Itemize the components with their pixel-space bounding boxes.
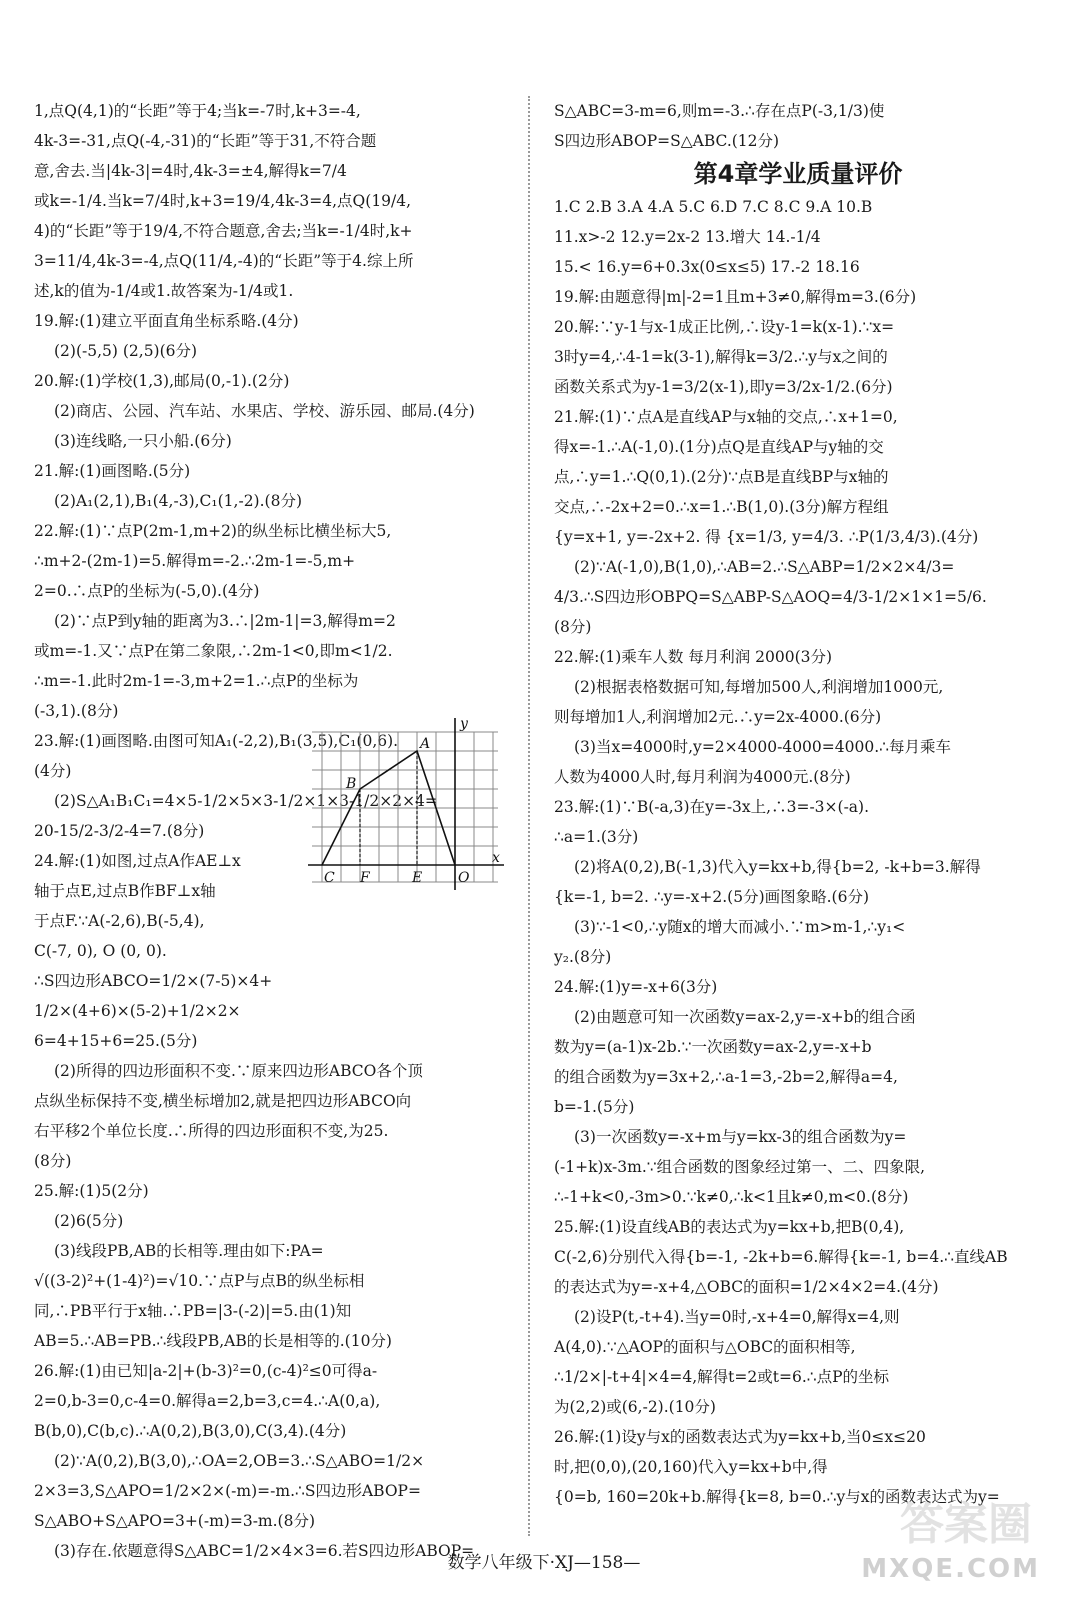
- page-footer: 数学八年级下·XJ—158—: [447, 1553, 641, 1573]
- answer-line: 交点,∴-2x+2=0.∴x=1.∴B(1,0).(3分)解方程组: [554, 498, 889, 516]
- answer-line: S四边形ABOP=S△ABC.(12分): [554, 132, 780, 150]
- answer-line: 函数关系式为y-1=3/2(x-1),即y=3/2x-1/2.(6分): [554, 378, 893, 396]
- answer-line: 的组合函数为y=3x+2,∴a-1=3,-2b=2,解得a=4,: [554, 1068, 898, 1086]
- answer-line: (3)连线略,一只小船.(6分): [54, 432, 232, 450]
- answer-line: ∴S四边形ABCO=1/2×(7-5)×4+: [34, 972, 273, 990]
- answer-line: y₂.(8分): [554, 948, 612, 966]
- answer-line: 19.解:(1)建立平面直角坐标系略.(4分): [34, 312, 299, 330]
- answer-line: √((3-2)²+(1-4)²)=√10.∵点P与点B的纵坐标相: [34, 1272, 365, 1290]
- answer-line: (4分): [34, 762, 72, 780]
- answer-line: (2)(-5,5) (2,5)(6分): [54, 342, 198, 360]
- answer-line: 3=11/4,4k-3=-4,点Q(11/4,-4)的“长距”等于4.综上所: [34, 252, 414, 270]
- answer-line: 20.解:∵y-1与x-1成正比例,∴设y-1=k(x-1).∵x=: [554, 318, 895, 336]
- answer-line: C(-2,6)分别代入得{b=-1, -2k+b=6.解得{k=-1, b=4.∴直线AB: [554, 1248, 1008, 1266]
- grid-lines: [312, 732, 498, 882]
- right-column: [554, 96, 1042, 1526]
- answer-line: AB=5.∴AB=PB.∴线段PB,AB的长是相等的.(10分): [34, 1332, 392, 1350]
- label-c: C: [324, 870, 335, 886]
- answer-line: 4/3.∴S四边形OBPQ=S△ABP-S△AOQ=4/3-1/2×1×1=5/6.: [554, 588, 987, 606]
- answer-line: ∴1/2×|-t+4|×4=4,解得t=2或t=6.∴点P的坐标: [554, 1368, 890, 1386]
- answer-line: 4)的“长距”等于19/4,不符合题意,舍去;当k=-1/4时,k+: [34, 222, 413, 240]
- answer-line: 2=0,b-3=0,c-4=0.解得a=2,b=3,c=4.∴A(0,a),: [34, 1392, 381, 1410]
- answer-line: (8分): [554, 618, 592, 636]
- watermark-logo: 答案圈: [900, 1499, 1032, 1550]
- answer-line: 人数为4000人时,每月利润为4000元.(8分): [554, 768, 851, 786]
- answer-line: 21.解:(1)画图略.(5分): [34, 462, 191, 480]
- answer-line: 的表达式为y=-x+4,△OBC的面积=1/2×4×2=4.(4分): [554, 1278, 939, 1296]
- answer-line: 1,点Q(4,1)的“长距”等于4;当k=-7时,k+3=-4,: [34, 102, 361, 120]
- answer-line: (3)线段PB,AB的长相等.理由如下:PA=: [54, 1242, 324, 1260]
- answer-line: (3)存在.依题意得S△ABC=1/2×4×3=6.若S四边形ABOP=: [54, 1542, 475, 1560]
- answer-line: (2)∵A(-1,0),B(1,0),∴AB=2.∴S△ABP=1/2×2×4/3=: [574, 558, 955, 576]
- answer-line: 1/2×(4+6)×(5-2)+1/2×2×: [34, 1002, 241, 1020]
- answer-line: 或k=-1/4.当k=7/4时,k+3=19/4,4k-3=4,点Q(19/4,: [34, 192, 412, 210]
- answer-line: 4k-3=-31,点Q(-4,-31)的“长距”等于31,不符合题: [34, 132, 377, 150]
- answer-line: (8分): [34, 1152, 72, 1170]
- answer-line: 时,把(0,0),(20,160)代入y=kx+b中,得: [554, 1458, 828, 1476]
- answer-line: 或m=-1.又∵点P在第二象限,∴2m-1<0,即m<1/2.: [34, 642, 393, 660]
- answer-line: 22.解:(1)乘车人数 每月利润 2000(3分): [554, 648, 833, 666]
- column-divider: [528, 96, 530, 1536]
- answer-line: 数为y=(a-1)x-2b.∵一次函数y=ax-2,y=-x+b: [554, 1038, 872, 1056]
- answer-line: 25.解:(1)5(2分): [34, 1182, 149, 1200]
- answer-line: 22.解:(1)∵点P(2m-1,m+2)的纵坐标比横坐标大5,: [34, 522, 392, 540]
- watermark: [861, 1499, 1068, 1594]
- coordinate-grid-figure: [308, 712, 508, 892]
- answer-line: 述,k的值为-1/4或1.故答案为-1/4或1.: [34, 282, 294, 300]
- answer-line: 11.x>-2 12.y=2x-2 13.增大 14.-1/4: [554, 228, 821, 246]
- answer-line: 点,∴y=1.∴Q(0,1).(2分)∵点B是直线BP与x轴的: [554, 468, 889, 486]
- answer-line: 3时y=4,∴4-1=k(3-1),解得k=3/2.∴y与x之间的: [554, 348, 888, 366]
- answer-line: 24.解:(1)y=-x+6(3分): [554, 978, 718, 996]
- answer-line: 点纵坐标保持不变,横坐标增加2,就是把四边形ABCO向: [34, 1092, 412, 1110]
- answer-line: {y=x+1, y=-2x+2. 得 {x=1/3, y=4/3. ∴P(1/3,4/3).(4分): [554, 528, 979, 546]
- label-e: E: [412, 870, 423, 886]
- answer-line: (3)当x=4000时,y=2×4000-4000=4000.∴每月乘车: [574, 738, 952, 756]
- answer-line: (2)设P(t,-t+4).当y=0时,-x+4=0,解得x=4,则: [574, 1308, 900, 1326]
- answer-line: 20-15/2-3/2-4=7.(8分): [34, 822, 205, 840]
- answer-line: C(-7, 0), O (0, 0).: [34, 942, 167, 960]
- answer-line: (-1+k)x-3m.∵组合函数的图象经过第一、二、四象限,: [554, 1158, 926, 1176]
- label-x: x: [492, 850, 500, 866]
- answer-line: 得x=-1.∴A(-1,0).(1分)点Q是直线AP与y轴的交: [554, 438, 884, 456]
- answer-line: (2)商店、公园、汽车站、水果店、学校、游乐园、邮局.(4分): [54, 402, 475, 420]
- answer-line: 右平移2个单位长度.∴所得的四边形面积不变,为25.: [34, 1122, 389, 1140]
- answer-line: (2)6(5分): [54, 1212, 124, 1230]
- answer-line: {0=b, 160=20k+b.解得{k=8, b=0.∴y与x的函数表达式为y=: [554, 1488, 1000, 1506]
- answer-line: (2)A₁(2,1),B₁(4,-3),C₁(1,-2).(8分): [54, 492, 302, 510]
- answer-line: 1.C 2.B 3.A 4.A 5.C 6.D 7.C 8.C 9.A 10.B: [554, 198, 873, 216]
- answer-line: (3)∵-1<0,∴y随x的增大而减小.∵m>m-1,∴y₁<: [574, 918, 906, 936]
- answer-line: {k=-1, b=2. ∴y=-x+2.(5分)画图象略.(6分): [554, 888, 870, 906]
- section-title: 第4章学业质量评价: [693, 160, 903, 188]
- answer-line: (2)由题意可知一次函数y=ax-2,y=-x+b的组合函: [574, 1008, 916, 1026]
- answer-line: S△ABO+S△APO=3+(-m)=3-m.(8分): [34, 1512, 316, 1530]
- answer-line: (2)∵点P到y轴的距离为3.∴|2m-1|=3,解得m=2: [54, 612, 396, 630]
- answer-line: 6=4+15+6=25.(5分): [34, 1032, 198, 1050]
- label-y: y: [460, 716, 468, 732]
- answer-line: 为(2,2)或(6,-2).(10分): [554, 1398, 716, 1416]
- answer-line: 20.解:(1)学校(1,3),邮局(0,-1).(2分): [34, 372, 290, 390]
- answer-line: (2)将A(0,2),B(-1,3)代入y=kx+b,得{b=2, -k+b=3.解得: [574, 858, 981, 876]
- answer-line: 则每增加1人,利润增加2元.∴y=2x-4000.(6分): [554, 708, 882, 726]
- answer-line: 26.解:(1)设y与x的函数表达式为y=kx+b,当0≤x≤20: [554, 1428, 926, 1446]
- answer-line: 轴于点E,过点B作BF⊥x轴: [34, 882, 216, 900]
- answer-line: 意,舍去.当|4k-3|=4时,4k-3=±4,解得k=7/4: [34, 162, 347, 180]
- answer-line: 于点F.∵A(-2,6),B(-5,4),: [34, 912, 205, 930]
- answer-line: 23.解:(1)∵B(-a,3)在y=-3x上,∴3=-3×(-a).: [554, 798, 870, 816]
- answer-line: 24.解:(1)如图,过点A作AE⊥x: [34, 852, 241, 870]
- answer-line: ∴m=-1.此时2m-1=-3,m+2=1.∴点P的坐标为: [34, 672, 359, 690]
- answer-line: 同,∴PB平行于x轴.∴PB=|3-(-2)|=5.由(1)知: [34, 1302, 352, 1320]
- answer-line: S△ABC=3-m=6,则m=-3.∴存在点P(-3,1/3)使: [554, 102, 885, 120]
- label-a: A: [420, 736, 431, 752]
- answer-line: 2×3=3,S△APO=1/2×2×(-m)=-m.∴S四边形ABOP=: [34, 1482, 421, 1500]
- answer-line: (2)S△A₁B₁C₁=4×5-1/2×5×3-1/2×1×3-1/2×2×4=: [54, 792, 438, 810]
- answer-line: (2)所得的四边形面积不变.∵原来四边形ABCO各个顶: [54, 1062, 423, 1080]
- answer-line: (2)根据表格数据可知,每增加500人,利润增加1000元,: [574, 678, 944, 696]
- answer-line: 26.解:(1)由已知|a-2|+(b-3)²=0,(c-4)²≤0可得a-: [34, 1362, 378, 1380]
- answer-line: (-3,1).(8分): [34, 702, 119, 720]
- answer-line: ∴-1+k<0,-3m>0.∵k≠0,∴k<1且k≠0,m<0.(8分): [554, 1188, 909, 1206]
- answer-line: ∴a=1.(3分): [554, 828, 639, 846]
- watermark-text: MXQE.COM: [861, 1554, 1040, 1584]
- answer-line: (3)一次函数y=-x+m与y=kx-3的组合函数为y=: [574, 1128, 907, 1146]
- answer-line: 23.解:(1)画图略.由图可知A₁(-2,2),B₁(3,5),C₁(0,6).: [34, 732, 399, 750]
- answer-line: b=-1.(5分): [554, 1098, 635, 1116]
- answer-line: 25.解:(1)设直线AB的表达式为y=kx+b,把B(0,4),: [554, 1218, 905, 1236]
- label-f: F: [360, 870, 370, 886]
- answer-line: A(4,0).∵△AOP的面积与△OBC的面积相等,: [554, 1338, 856, 1356]
- answer-line: 21.解:(1)∵点A是直线AP与x轴的交点,∴x+1=0,: [554, 408, 898, 426]
- answer-line: 15.< 16.y=6+0.3x(0≤x≤5) 17.-2 18.16: [554, 258, 860, 276]
- answer-line: 2=0.∴点P的坐标为(-5,0).(4分): [34, 582, 260, 600]
- answer-line: 19.解:由题意得|m|-2=1且m+3≠0,解得m=3.(6分): [554, 288, 917, 306]
- label-b: B: [346, 776, 357, 792]
- answer-line: B(b,0),C(b,c).∴A(0,2),B(3,0),C(3,4).(4分): [34, 1422, 347, 1440]
- label-o: O: [458, 870, 470, 886]
- answer-line: ∴m+2-(2m-1)=5.解得m=-2.∴2m-1=-5,m+: [34, 552, 356, 570]
- answer-line: (2)∵A(0,2),B(3,0),∴OA=2,OB=3.∴S△ABO=1/2×: [54, 1452, 425, 1470]
